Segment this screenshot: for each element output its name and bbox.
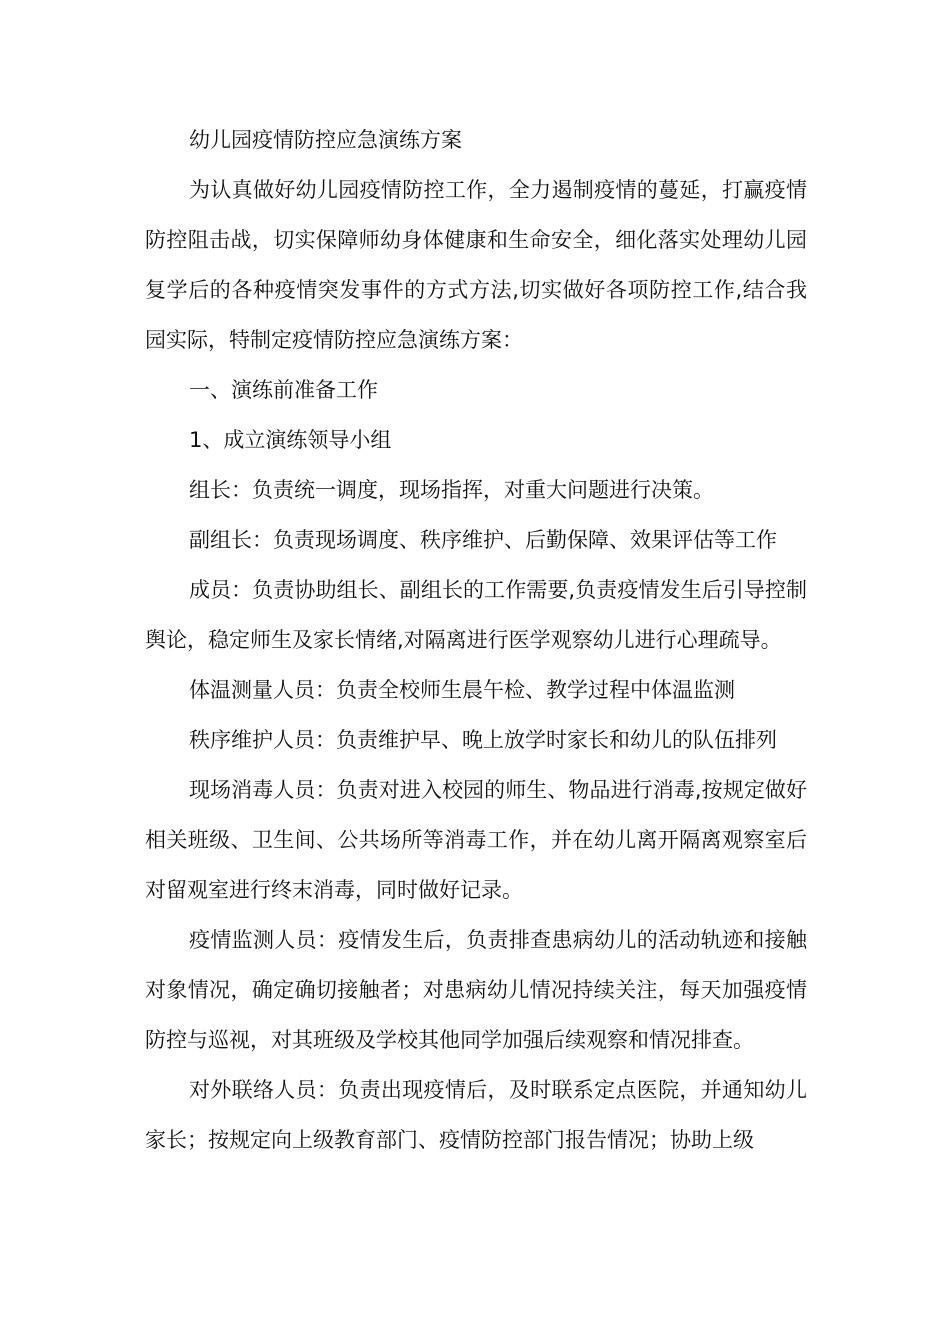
- document-title: 幼儿园疫情防控应急演练方案: [189, 128, 462, 152]
- paragraph-liaison-staff: 对外联络人员：负责出现疫情后，及时联系定点医院，并通知幼儿家长；按规定向上级教育部门、疫情防控部门报告情况；协助上级: [145, 1078, 807, 1152]
- paragraph-deputy-leader: 副组长：负责现场调度、秩序维护、后勤保障、效果评估等工作: [189, 528, 777, 552]
- paragraph-monitoring-staff: 疫情监测人员：疫情发生后，负责排查患病幼儿的活动轨迹和接触对象情况，确定确切接触者；对患病幼儿情况持续关注，每天加强疫情防控与巡视，对其班级及学校其他同学加强后续观察和情况排查。: [145, 928, 807, 1052]
- paragraph-order-staff: 秩序维护人员：负责维护早、晚上放学时家长和幼儿的队伍排列: [189, 728, 777, 752]
- document-body: [145, 115, 807, 1165]
- paragraph-disinfection-staff: 现场消毒人员：负责对进入校园的师生、物品进行消毒,按规定做好相关班级、卫生间、公共场所等消毒工作，并在幼儿离开隔离观察室后对留观室进行终末消毒，同时做好记录。: [145, 778, 807, 902]
- paragraph-members: 成员：负责协助组长、副组长的工作需要,负责疫情发生后引导控制舆论，稳定师生及家长情绪,对隔离进行医学观察幼儿进行心理疏导。: [145, 578, 807, 652]
- paragraph-intro: 为认真做好幼儿园疫情防控工作，全力遏制疫情的蔓延，打赢疫情防控阻击战，切实保障师幼身体健康和生命安全，细化落实处理幼儿园复学后的各种疫情突发事件的方式方法,切实做好各项防控工作,结合我园实际，特制定疫情防控应急演练方案：: [145, 178, 807, 352]
- section-heading-preparation: 一、演练前准备工作: [189, 378, 378, 402]
- paragraph-temperature-staff: 体温测量人员：负责全校师生晨午检、教学过程中体温监测: [189, 678, 735, 702]
- subsection-heading-leadership-group: 1、成立演练领导小组: [189, 428, 392, 452]
- paragraph-group-leader: 组长：负责统一调度，现场指挥，对重大问题进行决策。: [189, 478, 714, 502]
